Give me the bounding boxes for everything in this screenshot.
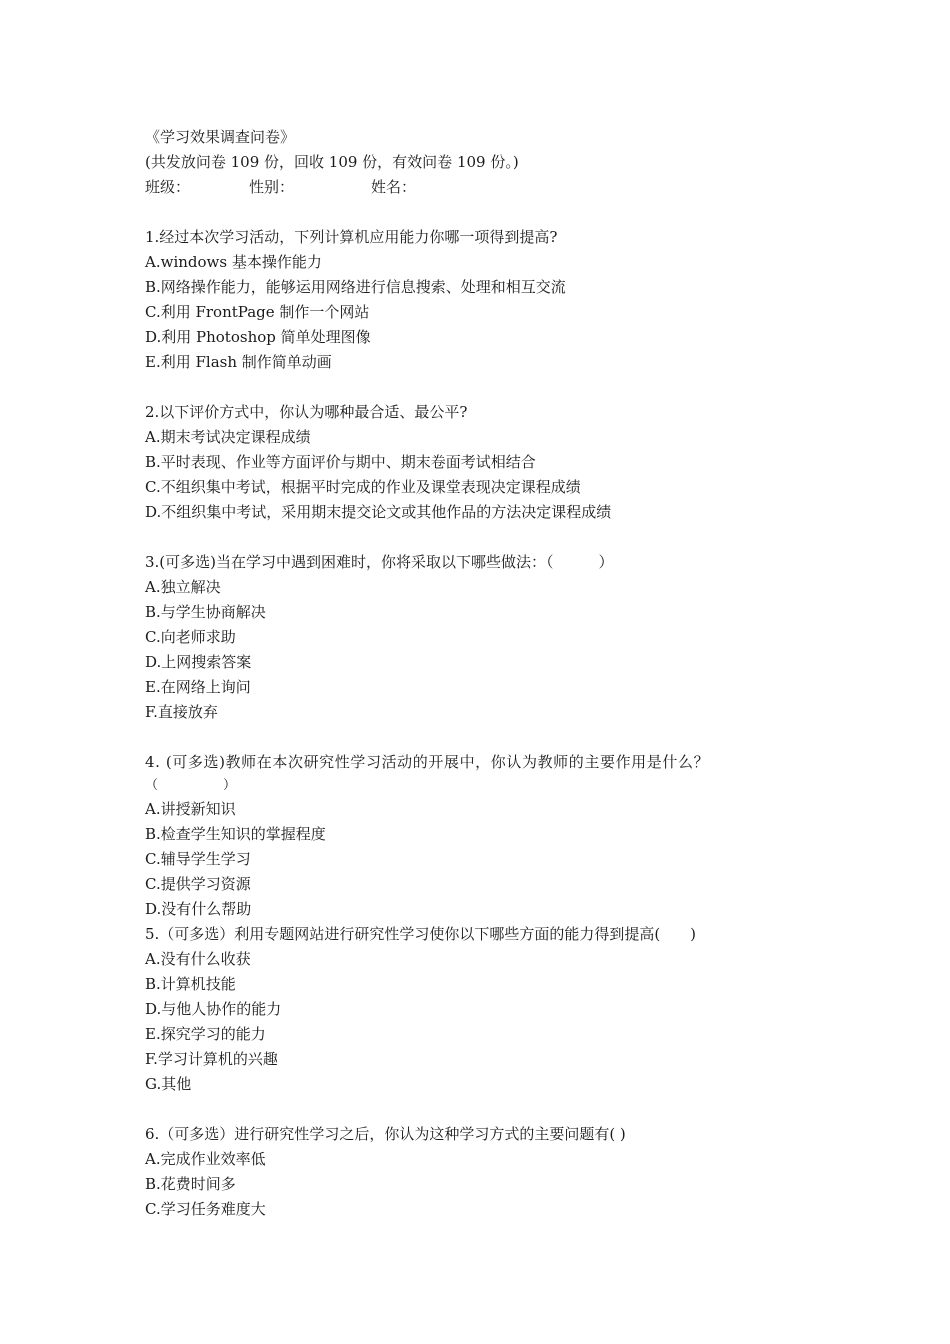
option: A.完成作业效率低 bbox=[145, 1150, 266, 1168]
question-text: 6.（可多选）进行研究性学习之后，你认为这种学习方式的主要问题有( ) bbox=[145, 1125, 626, 1143]
doc-subtitle: (共发放问卷 109 份，回收 109 份，有效问卷 109 份。) bbox=[145, 153, 519, 171]
question-4 bbox=[145, 750, 825, 922]
option: D.上网搜索答案 bbox=[145, 653, 252, 671]
option: B.平时表现、作业等方面评价与期中、期末卷面考试相结合 bbox=[145, 453, 536, 471]
answer-blank: （ ） bbox=[145, 778, 237, 793]
option: D.没有什么帮助 bbox=[145, 900, 252, 918]
question-text: 3.(可多选)当在学习中遇到困难时，你将采取以下哪些做法：（ ） bbox=[145, 553, 614, 571]
name-field-label: 姓名： bbox=[371, 178, 417, 196]
gender-field-label: 性别： bbox=[249, 178, 295, 196]
option: E.探究学习的能力 bbox=[145, 1025, 266, 1043]
option: C.学习任务难度大 bbox=[145, 1200, 266, 1218]
question-6 bbox=[145, 1122, 825, 1222]
option: D.利用 Photoshop 简单处理图像 bbox=[145, 328, 371, 346]
option: D.与他人协作的能力 bbox=[145, 1000, 282, 1018]
option: C.利用 FrontPage 制作一个网站 bbox=[145, 303, 370, 321]
option: C.不组织集中考试，根据平时完成的作业及课堂表现决定课程成绩 bbox=[145, 478, 581, 496]
question-text: 1.经过本次学习活动，下列计算机应用能力你哪一项得到提高? bbox=[145, 228, 558, 246]
option: A.独立解决 bbox=[145, 578, 221, 596]
option: F.学习计算机的兴趣 bbox=[145, 1050, 278, 1068]
question-5 bbox=[145, 922, 825, 1097]
option: B.花费时间多 bbox=[145, 1175, 236, 1193]
option: B.网络操作能力，能够运用网络进行信息搜索、处理和相互交流 bbox=[145, 278, 566, 296]
question-text: 5.（可多选）利用专题网站进行研究性学习使你以下哪些方面的能力得到提高( ) bbox=[145, 925, 697, 943]
option: A.讲授新知识 bbox=[145, 800, 236, 818]
option: G.其他 bbox=[145, 1075, 192, 1093]
respondent-fields bbox=[145, 175, 825, 200]
question-1 bbox=[145, 225, 825, 375]
option: B.计算机技能 bbox=[145, 975, 236, 993]
question-3 bbox=[145, 550, 825, 725]
option: A.windows 基本操作能力 bbox=[145, 253, 322, 271]
option: E.在网络上询问 bbox=[145, 678, 251, 696]
option: F.直接放弃 bbox=[145, 703, 218, 721]
questionnaire bbox=[145, 125, 825, 1222]
question-2 bbox=[145, 400, 825, 525]
option: E.利用 Flash 制作简单动画 bbox=[145, 353, 332, 371]
option: B.检查学生知识的掌握程度 bbox=[145, 825, 326, 843]
option: A.期末考试决定课程成绩 bbox=[145, 428, 311, 446]
option: D.不组织集中考试，采用期末提交论文或其他作品的方法决定课程成绩 bbox=[145, 503, 612, 521]
question-text: 2.以下评价方式中，你认为哪种最合适、最公平? bbox=[145, 403, 468, 421]
option: A.没有什么收获 bbox=[145, 950, 251, 968]
option: B.与学生协商解决 bbox=[145, 603, 266, 621]
option: C.向老师求助 bbox=[145, 628, 236, 646]
doc-title: 《学习效果调查问卷》 bbox=[145, 128, 296, 146]
question-text: 4. (可多选)教师在本次研究性学习活动的开展中，你认为教师的主要作用是什么？ bbox=[145, 753, 710, 771]
option: C.提供学习资源 bbox=[145, 875, 251, 893]
option: C.辅导学生学习 bbox=[145, 850, 251, 868]
class-field-label: 班级： bbox=[145, 178, 191, 196]
